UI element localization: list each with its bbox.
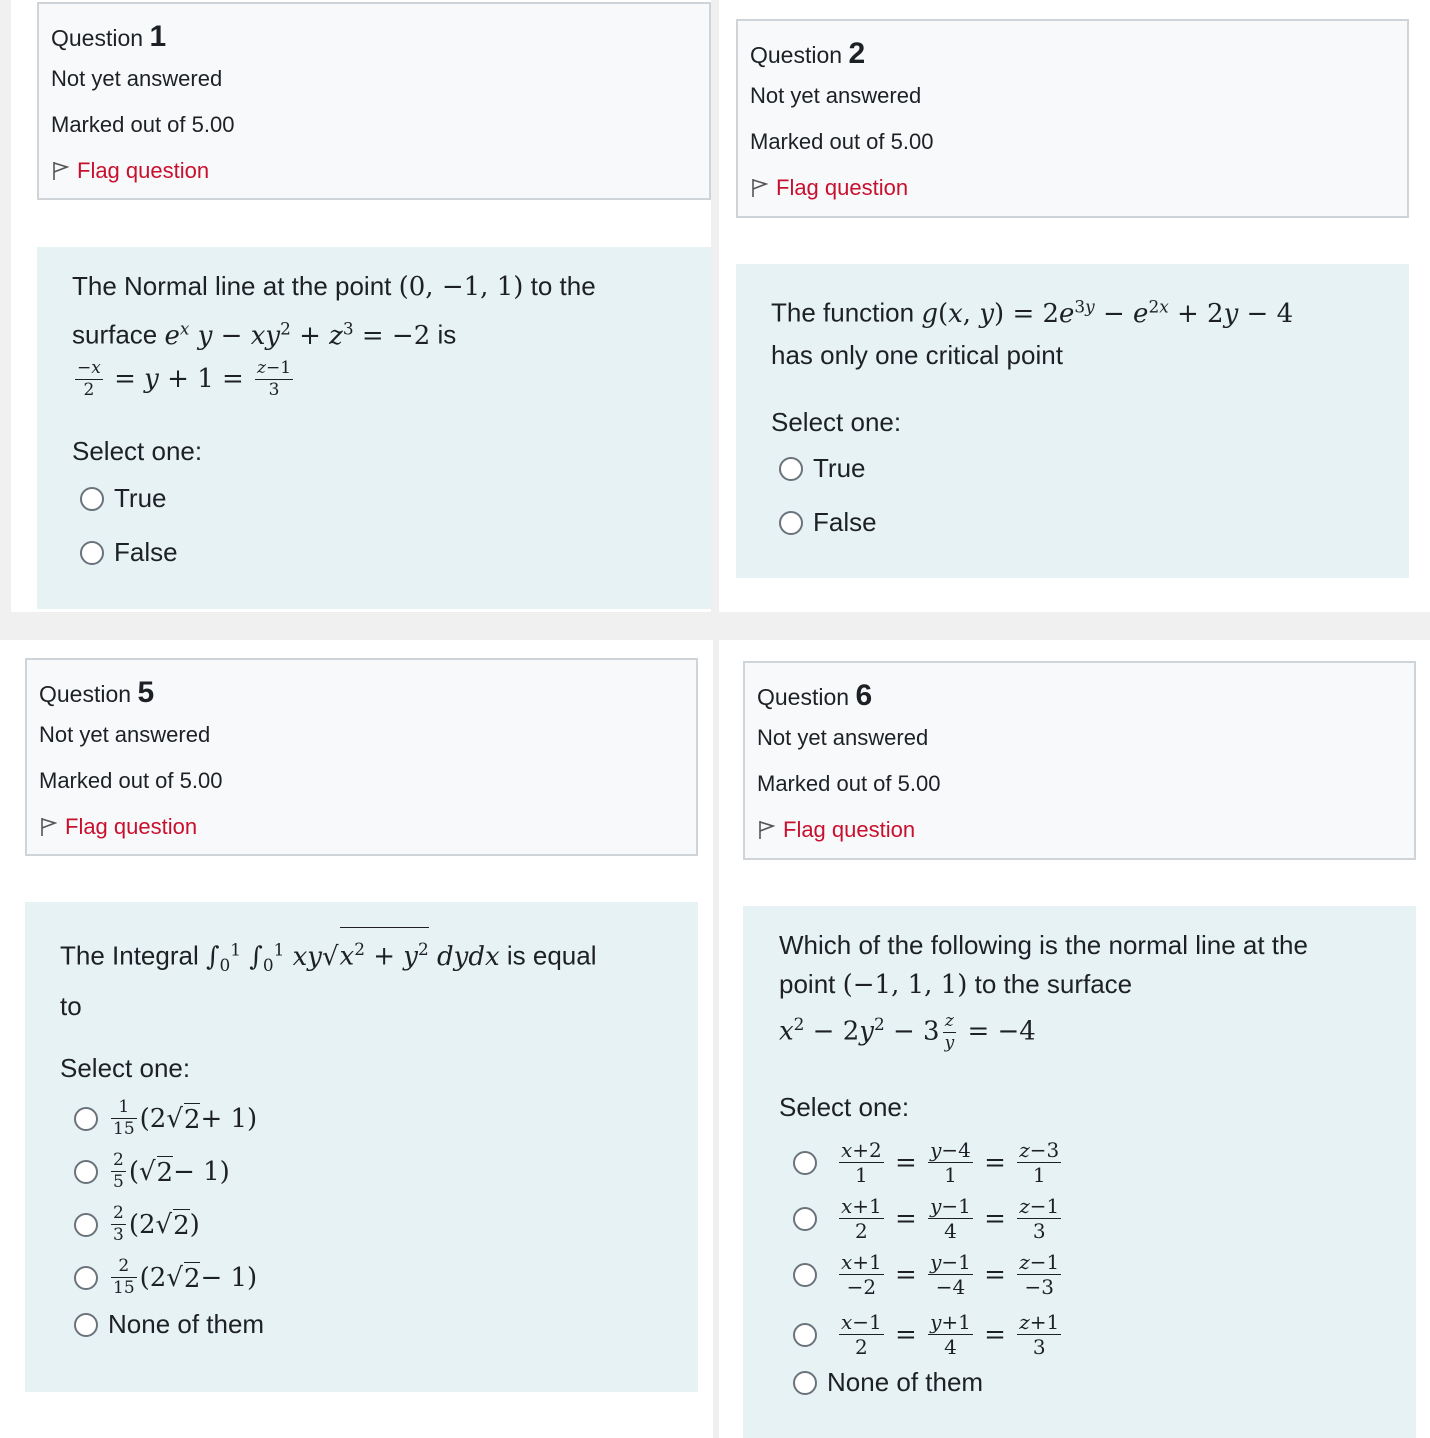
option-true[interactable]: True [779, 453, 866, 484]
question-5-panel [0, 640, 713, 1438]
question-state: Not yet answered [757, 725, 929, 750]
question-1-panel [11, 0, 711, 612]
select-one-label: Select one: [60, 1053, 191, 1083]
question-grade: Marked out of 5.00 [51, 112, 235, 137]
question-text: Which of the following is the normal line at the point (−1, 1, 1) to the surface $x^2 - 2y^2 - 3$ $\frac{z}{y}$ = −4 [779, 930, 1308, 1054]
option-none[interactable]: None of them [793, 1367, 983, 1398]
question-state: Not yet answered [750, 83, 922, 108]
radio-button[interactable] [74, 1160, 98, 1184]
question-2-content [736, 264, 1409, 578]
question-1-info [37, 2, 711, 200]
flag-icon [51, 161, 69, 181]
option-true[interactable]: True [80, 483, 167, 514]
question-5-info [25, 658, 698, 856]
flag-icon [750, 178, 768, 198]
flag-question-link[interactable]: Flag question [750, 175, 908, 201]
option-false[interactable]: False [80, 537, 178, 568]
radio-button[interactable] [793, 1323, 817, 1347]
select-one-label: Select one: [771, 407, 902, 437]
question-number: Question 5 [39, 676, 155, 709]
question-number: Question 2 [750, 37, 866, 70]
option-a[interactable]: $\frac{x+2}{1}$ = $\frac{y-4}{1}$ = $\frac{z-3}{1}$ [793, 1140, 1064, 1185]
question-6-content [743, 906, 1416, 1438]
question-1-content [37, 247, 711, 609]
question-5-content [25, 902, 698, 1392]
question-grade: Marked out of 5.00 [750, 129, 934, 154]
option-b[interactable]: $\frac{x+1}{2}$ = $\frac{y-1}{4}$ = $\frac{z-1}{3}$ [793, 1196, 1064, 1241]
question-state: Not yet answered [39, 722, 211, 747]
question-state: Not yet answered [51, 66, 223, 91]
question-text: The Normal line at the point (0, −1, 1) to the surface $e^x$ $y - xy^2 + z^3 = -2$ is $\frac{-x}{2}$ = y + 1 = $\frac{z-1}{3}$ [72, 271, 596, 401]
radio-button[interactable] [74, 1313, 98, 1337]
radio-button[interactable] [74, 1107, 98, 1131]
select-one-label: Select one: [72, 436, 203, 466]
radio-button[interactable] [793, 1263, 817, 1287]
radio-button[interactable] [793, 1151, 817, 1175]
question-2-panel [719, 0, 1430, 612]
flag-question-link[interactable]: Flag question [51, 158, 209, 184]
option-none[interactable]: None of them [74, 1309, 264, 1340]
option-d[interactable]: $\frac{x-1}{2}$ = $\frac{y+1}{4}$ = $\frac{z+1}{3}$ [793, 1312, 1064, 1357]
radio-button[interactable] [80, 487, 104, 511]
radio-button[interactable] [74, 1213, 98, 1237]
option-b[interactable]: $\frac{2}{5}$ (√ 2 − 1) [74, 1152, 230, 1191]
question-2-info [736, 19, 1409, 218]
option-c[interactable]: $\frac{x+1}{-2}$ = $\frac{y-1}{-4}$ = $\frac{z-1}{-3}$ [793, 1252, 1064, 1297]
flag-icon [757, 820, 775, 840]
radio-button[interactable] [779, 511, 803, 535]
flag-question-link[interactable]: Flag question [39, 814, 197, 840]
radio-button[interactable] [80, 541, 104, 565]
radio-button[interactable] [793, 1371, 817, 1395]
question-text: The Integral $\int_0^1$ $\int_0^1$ $xy√x^2 + y^2$ dydx is equal to [60, 927, 690, 1027]
question-6-info [743, 661, 1416, 860]
radio-button[interactable] [793, 1207, 817, 1231]
question-grade: Marked out of 5.00 [39, 768, 223, 793]
question-text: The function g(x, $y) = 2e^{3y} - e^{2x} + 2y - 4$ has only one critical point [771, 296, 1294, 370]
option-c[interactable]: $\frac{2}{3}$ (2√ 2 ) [74, 1205, 200, 1244]
radio-button[interactable] [779, 457, 803, 481]
question-number: Question 1 [51, 20, 167, 53]
flag-icon [39, 817, 57, 837]
question-number: Question 6 [757, 679, 873, 712]
question-grade: Marked out of 5.00 [757, 771, 941, 796]
option-d[interactable]: $\frac{2}{15}$ (2√ 2 − 1) [74, 1258, 257, 1297]
option-false[interactable]: False [779, 507, 877, 538]
question-6-panel [719, 640, 1430, 1438]
option-a[interactable]: $\frac{1}{15}$ (2√ 2 + 1) [74, 1099, 257, 1138]
select-one-label: Select one: [779, 1092, 910, 1122]
radio-button[interactable] [74, 1266, 98, 1290]
flag-question-link[interactable]: Flag question [757, 817, 915, 843]
